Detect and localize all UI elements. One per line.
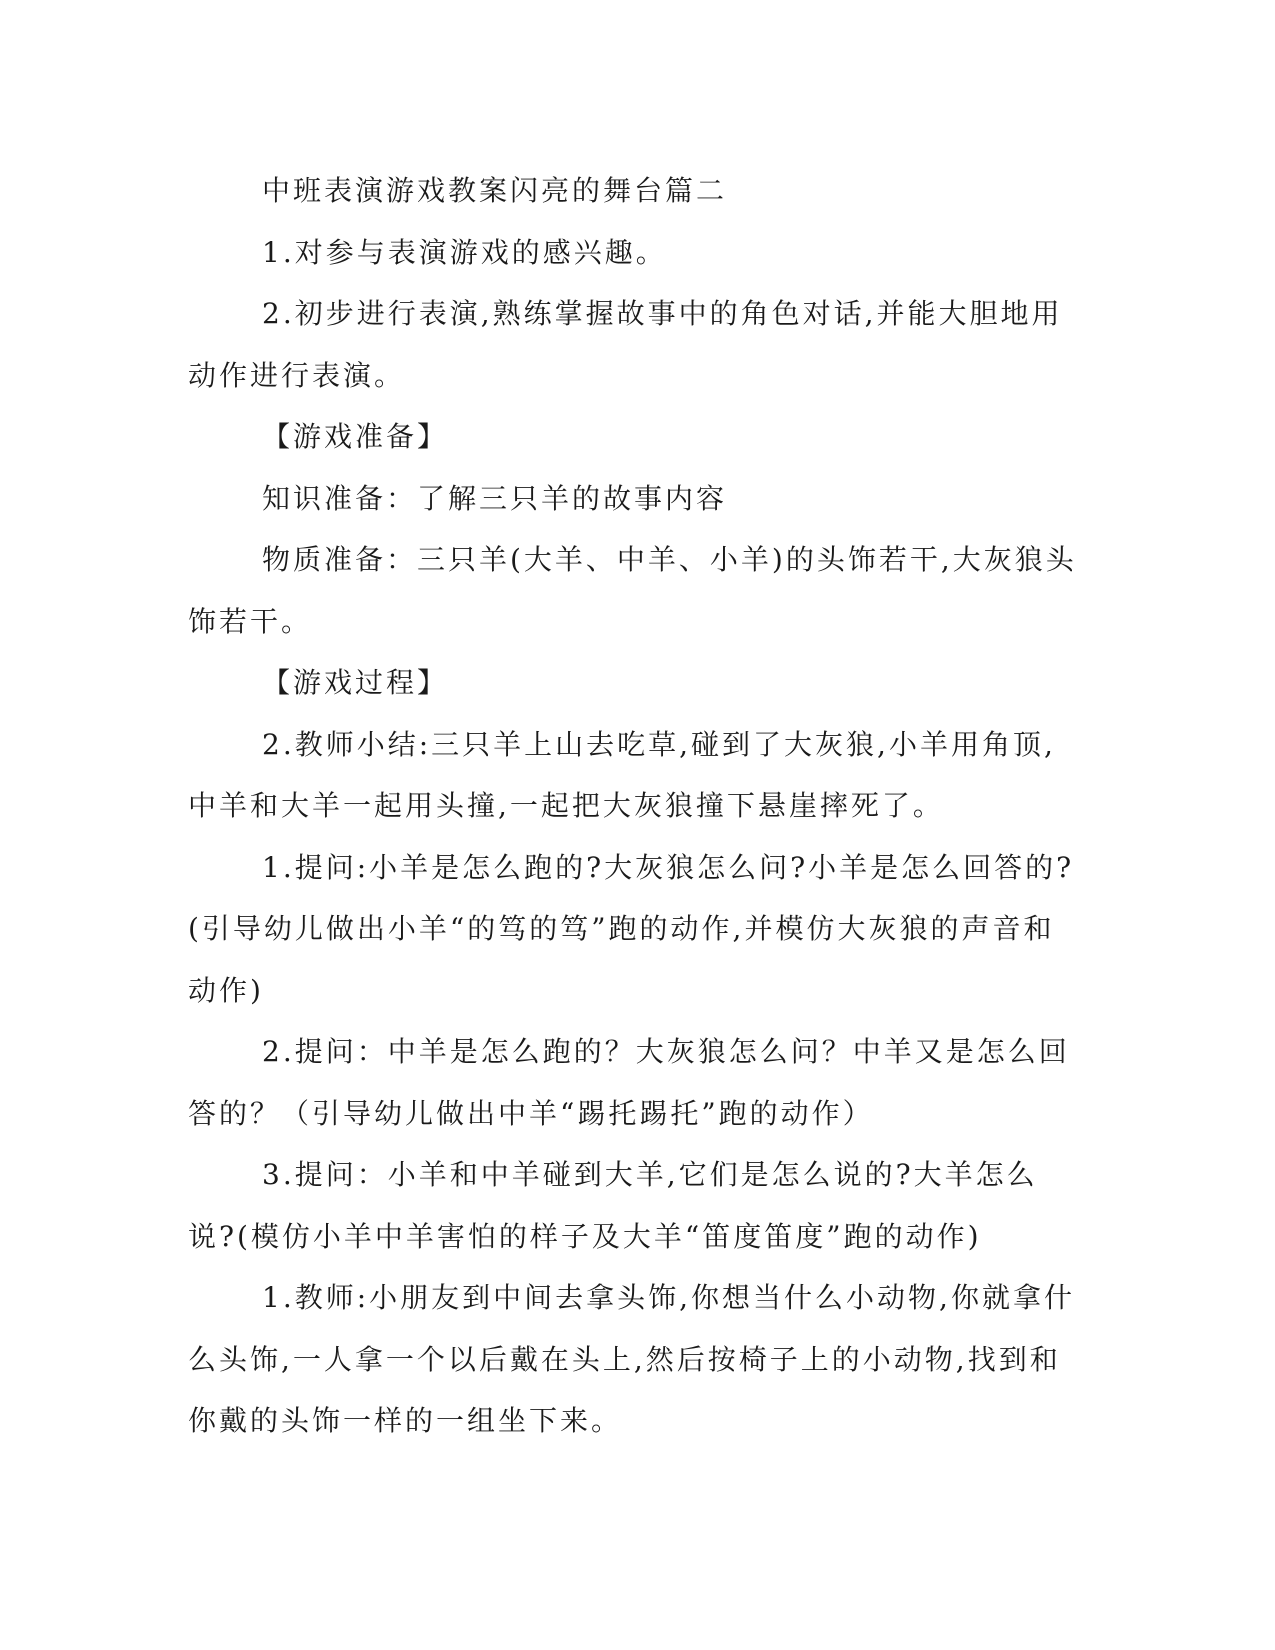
document-title: 中班表演游戏教案闪亮的舞台篇二 (262, 174, 728, 207)
section-heading-process: 【游戏过程】 (262, 666, 449, 699)
question-1: 1.提问:小羊是怎么跑的?大灰狼怎么问?小羊是怎么回答的?(引导幼儿做出小羊“的笃的笃”跑的动作,并模仿大灰狼的声音和动作) (188, 850, 1075, 1007)
goal-item-2: 2.初步进行表演,熟练掌握故事中的角色对话,并能大胆地用动作进行表演。 (188, 297, 1063, 392)
question-2: 2.提问：中羊是怎么跑的？大灰狼怎么问？中羊又是怎么回答的？（引导幼儿做出中羊“踢托踢托”跑的动作） (188, 1035, 1070, 1130)
document-body (188, 160, 1078, 1452)
material-preparation: 物质准备：三只羊(大羊、中羊、小羊)的头饰若干,大灰狼头饰若干。 (188, 543, 1077, 638)
knowledge-preparation: 知识准备：了解三只羊的故事内容 (262, 481, 728, 515)
section-heading-preparation: 【游戏准备】 (262, 420, 449, 453)
goal-item-1: 1.对参与表演游戏的感兴趣。 (262, 235, 667, 269)
teacher-summary: 2.教师小结:三只羊上山去吃草,碰到了大灰狼,小羊用角顶,中羊和大羊一起用头撞,一起把大灰狼撞下悬崖摔死了。 (188, 727, 1056, 822)
question-3: 3.提问：小羊和中羊碰到大羊,它们是怎么说的?大羊怎么说?(模仿小羊中羊害怕的样子及大羊“笛度笛度”跑的动作) (188, 1158, 1038, 1253)
teacher-instruction: 1.教师:小朋友到中间去拿头饰,你想当什么小动物,你就拿什么头饰,一人拿一个以后戴在头上,然后按椅子上的小动物,找到和你戴的头饰一样的一组坐下来。 (188, 1281, 1075, 1437)
